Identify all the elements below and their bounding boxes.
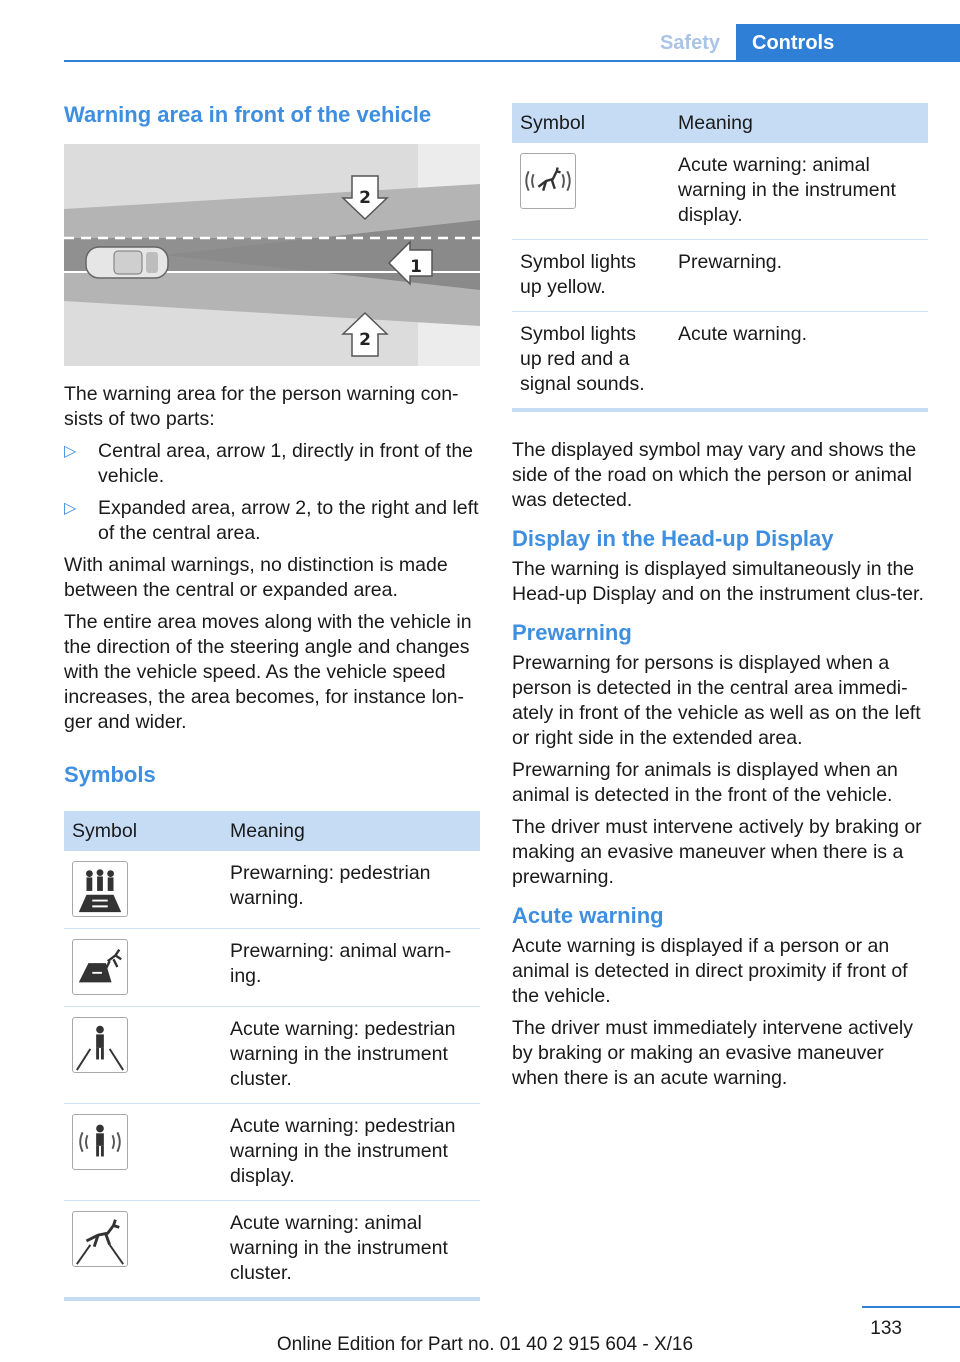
table-end-rule — [64, 1297, 480, 1301]
bullet-marker: ▷ — [64, 443, 77, 460]
col-header-meaning: Meaning — [670, 103, 928, 143]
pedestrian-signal-icon — [72, 1114, 128, 1170]
table-row — [512, 312, 928, 409]
symbols-heading: Symbols — [64, 762, 156, 787]
svg-text:1: 1 — [410, 257, 422, 277]
bullet-central: ▷ Central area, arrow 1, directly in front of the vehicle. — [64, 440, 474, 487]
left-column — [64, 100, 480, 1301]
deer-signal-icon — [520, 153, 576, 209]
row-meaning: Acute warning: animal warning in the instrument cluster. — [230, 1212, 448, 1284]
bullet-marker: ▷ — [64, 500, 77, 517]
prewarning-heading: Prewarning — [512, 620, 632, 645]
animal-paragraph: With animal warnings, no distinction is made between the central or expanded area. — [64, 554, 448, 601]
pedestrian-road-icon — [72, 1017, 128, 1073]
warning-area-diagram — [64, 144, 480, 366]
prewarning-paragraph-driver: The driver must intervene actively by braking or making an evasive maneuver when there is a prewarning. — [512, 816, 922, 888]
svg-text:2: 2 — [359, 188, 371, 208]
header-tab-controls[interactable]: Controls — [736, 24, 960, 61]
intro-paragraph: The warning area for the person warning con-sists of two parts: — [64, 383, 459, 430]
right-column — [512, 103, 928, 1098]
row-meaning: Prewarning: animal warn-ing. — [222, 929, 480, 1007]
header-tab-safety[interactable]: Safety — [659, 32, 720, 54]
col-header-meaning: Meaning — [222, 811, 480, 851]
row-meaning: Acute warning: animal warning in the instrument display. — [670, 143, 928, 240]
table-row — [64, 851, 480, 929]
row-meaning: Acute warning. — [678, 323, 807, 345]
row-symbol-text: Symbol lights up red and a signal sounds. — [520, 323, 645, 395]
table-end-rule — [512, 408, 928, 412]
row-meaning: Prewarning: pedestrian warning. — [222, 851, 480, 929]
deer-road-icon — [72, 1211, 128, 1267]
hud-paragraph: The warning is displayed simultaneously in the Head-up Display and on the instrument clus-ter. — [512, 558, 924, 605]
symbols-table-right — [512, 103, 928, 408]
svg-text:2: 2 — [359, 330, 371, 350]
col-header-symbol: Symbol — [512, 103, 670, 143]
table-row — [512, 143, 928, 240]
pedestrian-group-icon — [72, 861, 128, 917]
table-row — [512, 240, 928, 312]
table-header-row — [64, 811, 480, 851]
symbol-varies-paragraph: The displayed symbol may vary and shows the side of the road on which the person or animal was detected. — [512, 439, 917, 511]
area-bullet-list — [64, 439, 480, 546]
row-meaning: Acute warning: pedestrian warning in the instrument display. — [222, 1104, 480, 1201]
footer-rule — [862, 1306, 960, 1308]
acute-paragraph-detected: Acute warning is displayed if a person or an animal is detected in direct proximity if front of the vehicle. — [512, 935, 908, 1007]
row-meaning: Acute warning: pedestrian warning in the instrument cluster. — [222, 1007, 480, 1104]
table-header-row — [512, 103, 928, 143]
acute-paragraph-driver: The driver must immediately intervene actively by braking or making an evasive maneuver when there is an acute warning. — [512, 1017, 913, 1089]
row-symbol-text: Symbol lights up yellow. — [512, 240, 670, 312]
table-row — [64, 1104, 480, 1201]
table-row — [64, 1201, 480, 1298]
table-row — [64, 1007, 480, 1104]
car-icon — [86, 247, 168, 278]
bullet-expanded: ▷ Expanded area, arrow 2, to the right and left of the central area. — [64, 497, 479, 544]
col-header-symbol: Symbol — [64, 811, 222, 851]
section-heading-warning-area: Warning area in front of the vehicle — [64, 102, 432, 127]
page-number: 133 — [870, 1318, 902, 1339]
hud-heading: Display in the Head-up Display — [512, 526, 834, 551]
row-meaning: Prewarning. — [670, 240, 928, 312]
area-moves-paragraph: The entire area moves along with the vehicle in the direction of the steering angle and changes with the vehicle speed. As the vehicle speed increases, the area becomes, for instance lon-ger and wider. — [64, 611, 472, 733]
edition-text: Online Edition for Part no. 01 40 2 915 604 - X/16 — [276, 1334, 694, 1355]
prewarning-paragraph-animals: Prewarning for animals is displayed when an animal is detected in the front of the vehicle. — [512, 759, 898, 806]
animal-road-icon — [72, 939, 128, 995]
acute-warning-heading: Acute warning — [512, 903, 664, 928]
header-rule — [64, 60, 960, 62]
symbols-table-left — [64, 811, 480, 1297]
prewarning-paragraph-persons: Prewarning for persons is displayed when a person is detected in the central area immedi-ately in front of the vehicle as well as on the left or right side in the extended area. — [512, 652, 921, 749]
table-row — [64, 929, 480, 1007]
